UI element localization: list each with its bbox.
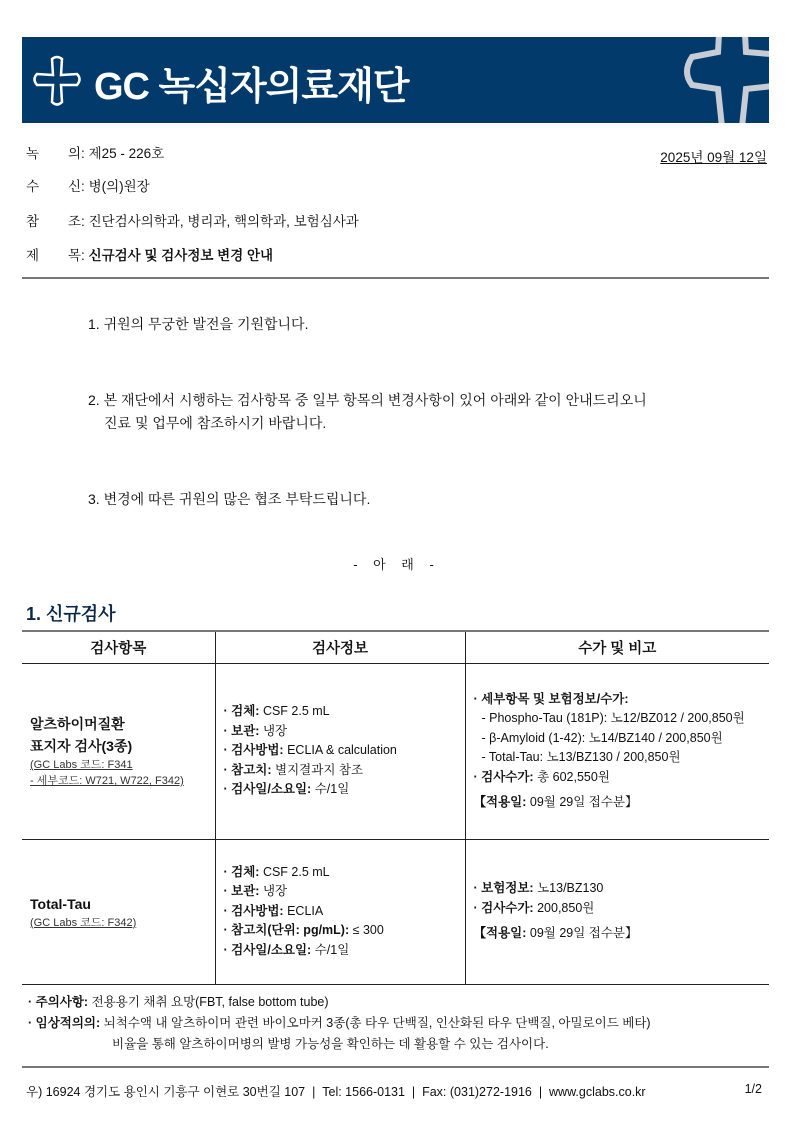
clinical-significance-note: · 임상적의의: 뇌척수액 내 알츠하이머 관련 바이오마커 3종(총 타우 단백질, 인산화된 타우 단백질, 아밀로이드 베타) 비율을 통해 알츠하이머병의 발병 가능성을 확인하는 데 활용할 수 있는 검사이다. [28, 1016, 651, 1051]
test-item-cell: Total-Tau (GC Labs 코드: F342) [22, 839, 215, 984]
below-marker: - 아 래 - [353, 557, 440, 572]
new-tests-table [22, 630, 769, 985]
brand-name: GC 녹십자의료재단 [94, 66, 409, 108]
divider [22, 277, 769, 279]
paragraph-2: 2. 본 재단에서 시행하는 검사항목 중 일부 항목의 변경사항이 있어 아래와 같이 안내드리오니 진료 및 업무에 참조하시기 바랍니다. [88, 392, 647, 431]
subject: 제 목: 신규검사 및 검사정보 변경 안내 [26, 248, 274, 263]
doc-number: 녹 의: 제25 - 226호 [26, 146, 165, 161]
gc-logo-icon [30, 55, 84, 109]
col-header-fee: 수가 및 비고 [465, 631, 769, 663]
fee-cell: · 세부항목 및 보험정보/수가: - Phospho-Tau (181P): 노12/BZ012 / 200,850원 - β-Amyloid (1-42): 노14/BZ140 / 200,850원 - Total-Tau: 노13/BZ130 / 200,850원 · 검사수가: 총 602,550원 【적용일: 09월 29일 접수분】 [465, 663, 769, 839]
paragraph-3: 3. 변경에 따른 귀원의 많은 협조 부탁드립니다. [88, 491, 371, 507]
gc-logo-watermark-icon [682, 37, 769, 123]
fee-cell: · 보험정보: 노13/BZ130 · 검사수가: 200,850원 【적용일: 09월 29일 접수분】 [465, 839, 769, 984]
footer-divider [22, 1066, 769, 1068]
reference: 참 조: 진단검사의학과, 병리과, 핵의학과, 보험심사과 [26, 214, 359, 229]
recipient: 수 신: 병(의)원장 [26, 179, 150, 194]
paragraph-1: 1. 귀원의 무궁한 발전을 기원합니다. [88, 316, 309, 332]
page-number: 1/2 [744, 1082, 762, 1096]
brand-banner [22, 37, 769, 123]
table-header-row [22, 631, 769, 663]
col-header-item: 검사항목 [22, 631, 215, 663]
section-title: 1. 신규검사 [26, 604, 116, 624]
test-item-cell: 알츠하이머질환 표지자 검사(3종) (GC Labs 코드: F341 - 세부코드: W721, W722, F342) [22, 663, 215, 839]
table-row [22, 839, 769, 984]
document-date: 2025년 09월 12일 [660, 150, 767, 165]
col-header-info: 검사정보 [215, 631, 465, 663]
footer: 우) 16924 경기도 용인시 기흥구 이현로 30번길 107 | Tel: 1566-0131 | Fax: (031)272-1916 | www.gclabs.co.kr 1/2 [26, 1082, 762, 1099]
caution-note: · 주의사항: 전용용기 채취 요망(FBT, false bottom tube) [28, 995, 329, 1009]
test-info-cell: · 검체: CSF 2.5 mL · 보관: 냉장 · 검사방법: ECLIA · 참고치(단위: pg/mL): ≤ 300 · 검사일/소요일: 수/1일 [215, 839, 465, 984]
test-info-cell: · 검체: CSF 2.5 mL · 보관: 냉장 · 검사방법: ECLIA & calculation · 참고치: 별지결과지 참조 · 검사일/소요일: 수/1일 [215, 663, 465, 839]
table-row [22, 663, 769, 839]
